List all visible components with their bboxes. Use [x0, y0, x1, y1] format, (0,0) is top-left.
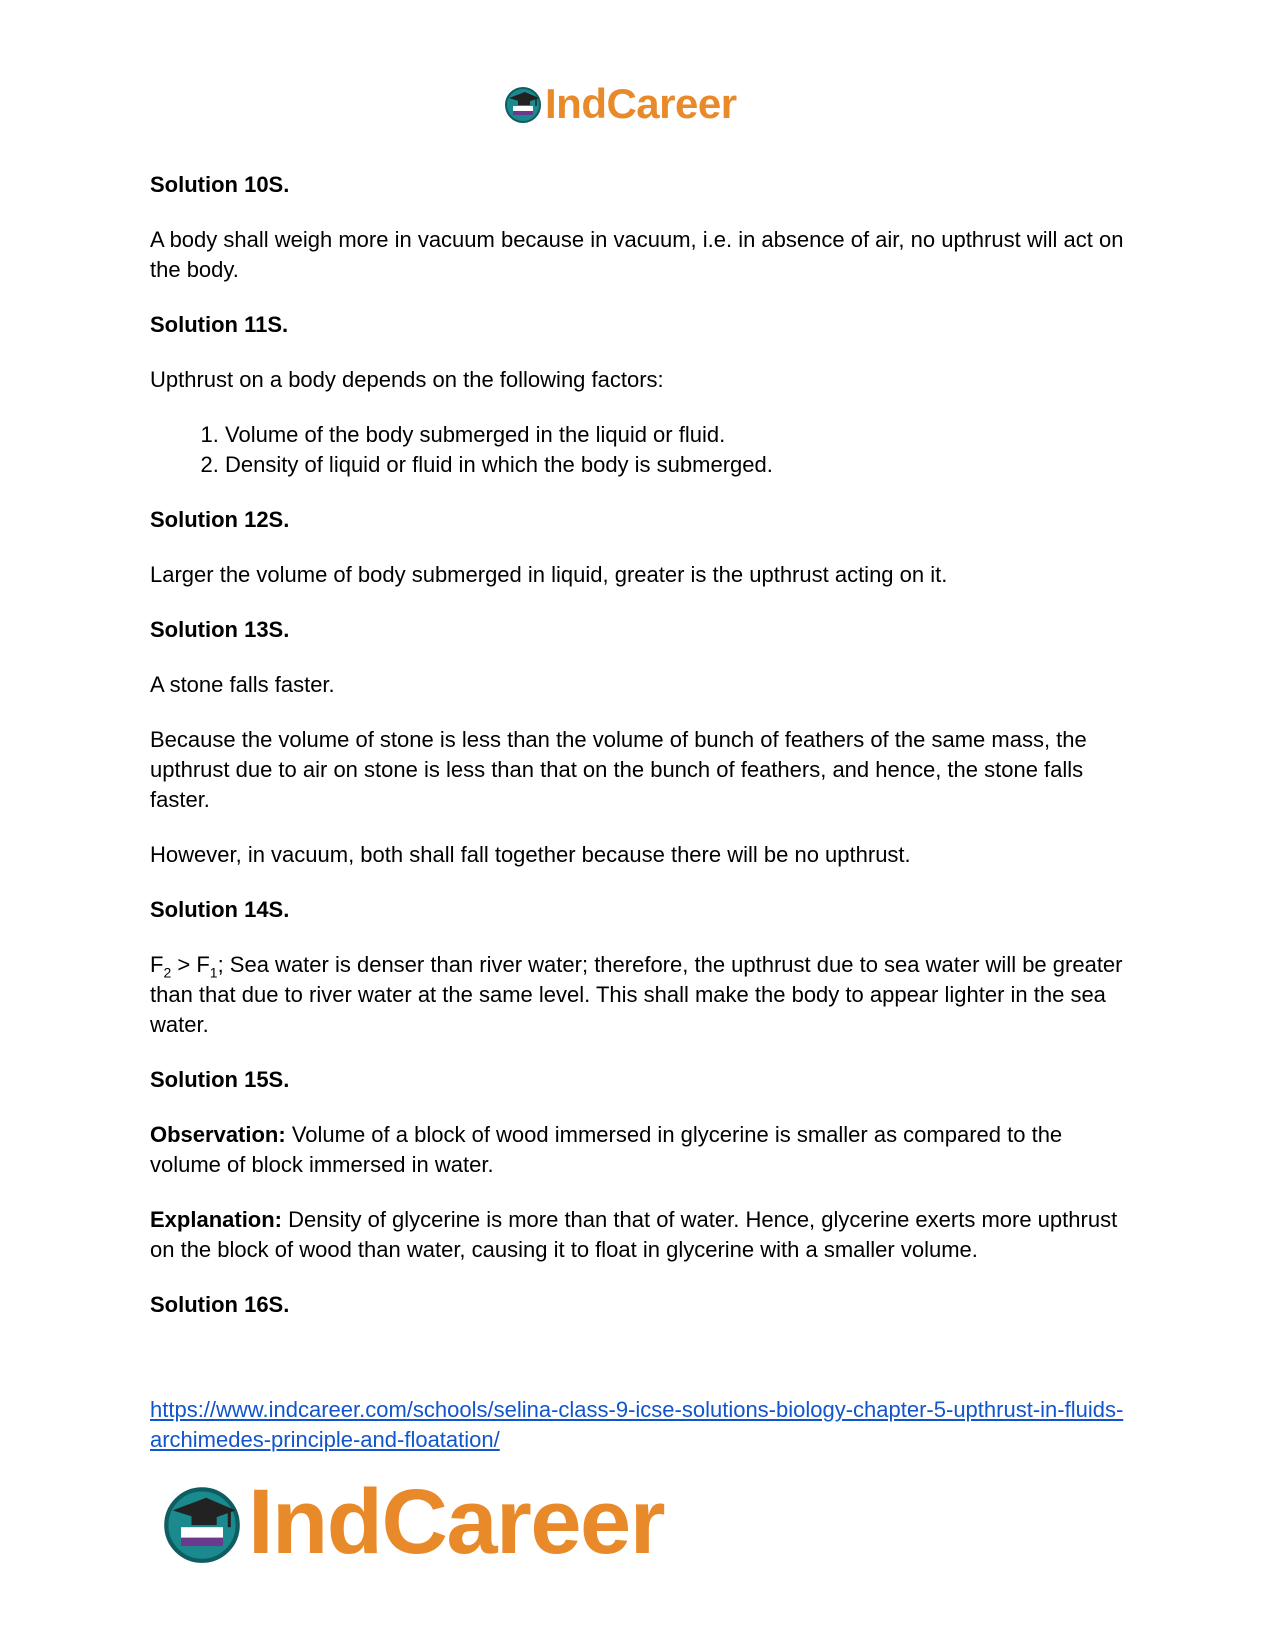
solution-12s-heading: Solution 12S. — [150, 507, 290, 532]
solution-14s-text — [150, 950, 1130, 1040]
source-url-link[interactable]: https://www.indcareer.com/schools/selina-class-9-icse-solutions-biology-chapter-5-upthrust-in-fluids-archimedes-principle-and-floatation/ — [150, 1397, 1124, 1452]
solution-11s-intro: Upthrust on a body depends on the following factors: — [150, 367, 664, 392]
explanation-text: Density of glycerine is more than that of water. Hence, glycerine exerts more upthrust on the block of wood than water, causing it to float in glycerine with a smaller volume. — [150, 1207, 1118, 1262]
solution-14s-heading: Solution 14S. — [150, 897, 290, 922]
solution-13s-p2: Because the volume of stone is less than the volume of bunch of feathers of the same mass, the upthrust due to air on stone is less than that on the bunch of feathers, and hence, the stone falls faster. — [150, 727, 1087, 812]
subscript-1: 1 — [209, 964, 218, 981]
list-item: 1. Volume of the body submerged in the liquid or fluid. — [225, 420, 1130, 450]
document-body — [150, 170, 1130, 1345]
force-symbol: F — [150, 952, 164, 977]
solution-14s-body: ; Sea water is denser than river water; therefore, the upthrust due to sea water will be greater than that due to river water at the same level. This shall make the body to appear lighter in the sea water. — [150, 952, 1123, 1037]
graduation-globe-icon — [503, 84, 543, 124]
subscript-2: 2 — [163, 964, 172, 981]
solution-13s-heading: Solution 13S. — [150, 617, 290, 642]
solution-13s-p3: However, in vacuum, both shall fall together because there will be no upthrust. — [150, 842, 911, 867]
solution-13s-p1: A stone falls faster. — [150, 672, 335, 697]
list-item: 2. Density of liquid or fluid in which the body is submerged. — [225, 450, 1130, 480]
brand-name: IndCareer — [545, 80, 737, 127]
solution-11s-heading: Solution 11S. — [150, 312, 289, 337]
solution-12s-text: Larger the volume of body submerged in liquid, greater is the upthrust acting on it. — [150, 562, 948, 587]
solution-15s-explanation — [150, 1205, 1130, 1265]
brand-name: IndCareer — [248, 1471, 664, 1573]
solution-15s-observation — [150, 1120, 1130, 1180]
solution-10s-text: A body shall weigh more in vacuum because in vacuum, i.e. in absence of air, no upthrust will act on the body. — [150, 227, 1124, 282]
solution-10s-heading: Solution 10S. — [150, 172, 290, 197]
solution-15s-heading: Solution 15S. — [150, 1067, 290, 1092]
observation-label: Observation: — [150, 1122, 286, 1147]
footer-logo — [160, 1470, 664, 1575]
greater-than: > — [171, 952, 197, 977]
explanation-label: Explanation: — [150, 1207, 283, 1232]
header-logo — [503, 80, 737, 128]
observation-text: Volume of a block of wood immersed in glycerine is smaller as compared to the volume of block immersed in water. — [150, 1122, 1063, 1177]
factors-list — [150, 420, 1130, 480]
force-symbol: F — [196, 952, 210, 977]
graduation-globe-icon — [160, 1481, 244, 1565]
solution-16s-heading: Solution 16S. — [150, 1292, 290, 1317]
